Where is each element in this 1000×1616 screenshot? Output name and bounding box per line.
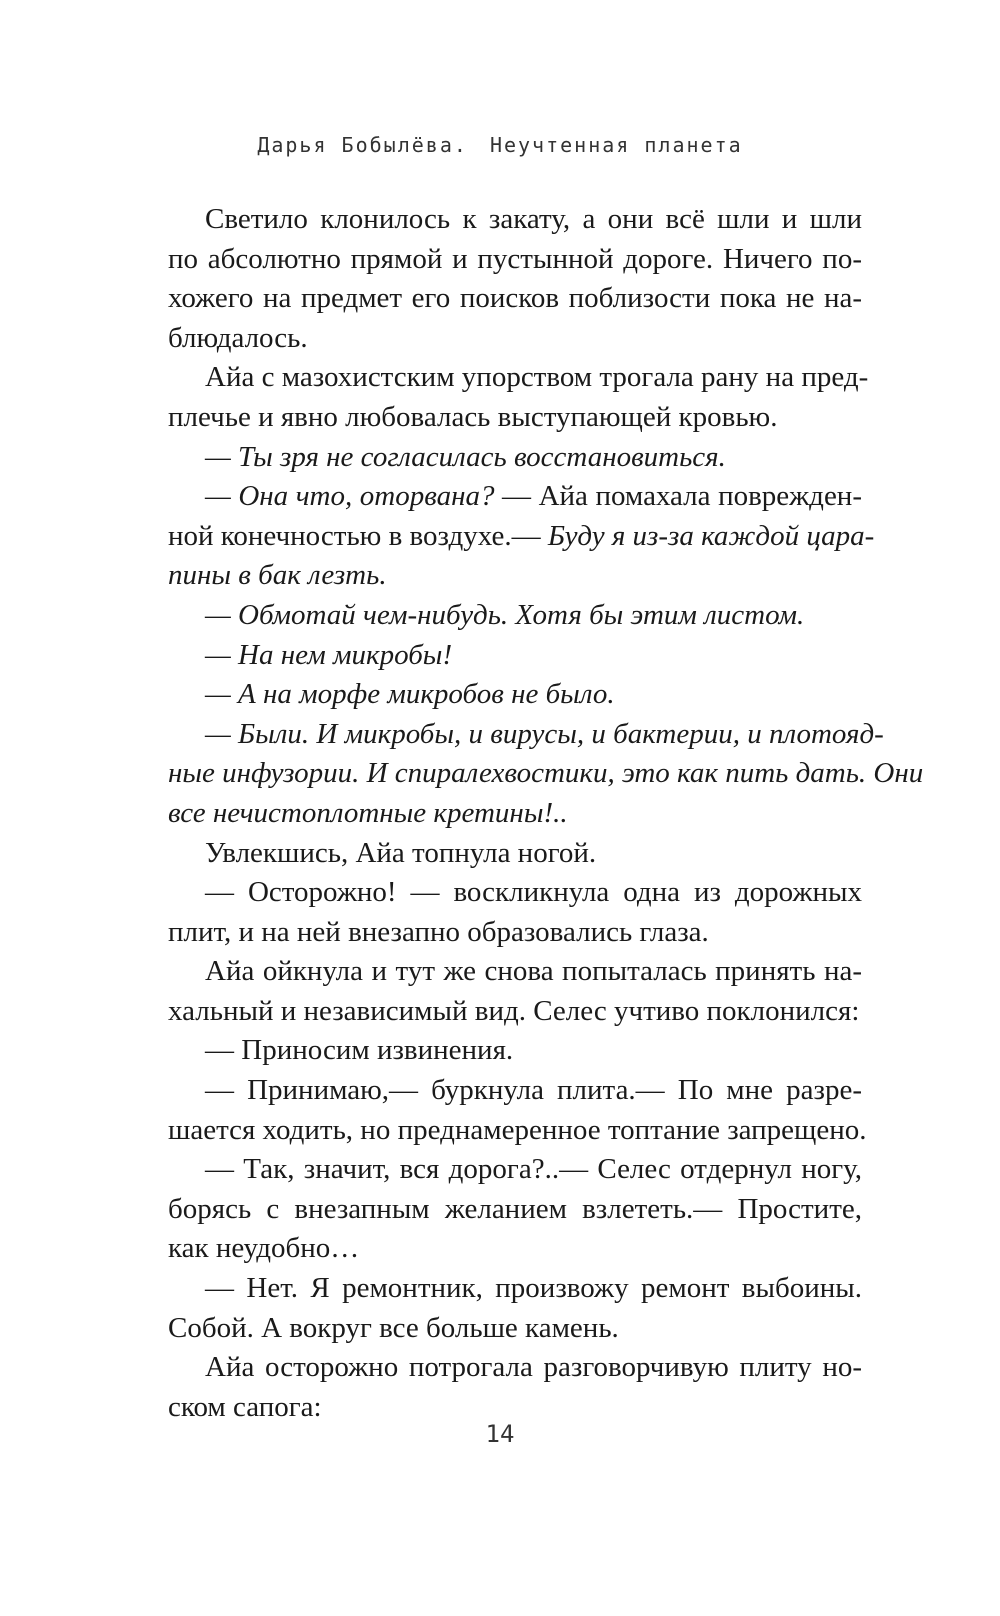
text-line: борясь с внезапным желанием взлететь.— Простите, xyxy=(168,1192,862,1225)
text-line: — Обмотай чем-нибудь. Хотя бы этим листом. xyxy=(205,598,805,631)
text-line: — Ты зря не согласилась восстановиться. xyxy=(205,440,726,473)
text-line: Айа с мазохистским упорством трогала рану на пред- xyxy=(205,361,869,394)
text-line: — На нем микробы! xyxy=(205,638,453,671)
running-head xyxy=(0,133,1000,157)
text-line: шается ходить, но преднамеренное топтание запрещено. xyxy=(168,1113,867,1146)
text-line: пины в бак лезть. xyxy=(168,559,387,592)
text-line: — Были. И микробы, и вирусы, и бактерии, и плотояд- xyxy=(205,717,884,750)
text-line: ные инфузории. И спиралехвостики, это как пить дать. Они xyxy=(168,757,924,790)
text-line: — Так, значит, вся дорога?..— Селес отдернул ногу, xyxy=(205,1153,862,1186)
text-line: — Нет. Я ремонтник, произвожу ремонт выбоины. xyxy=(205,1272,862,1305)
body-text xyxy=(168,200,924,1427)
text-line: плечье и явно любовалась выступающей кровью. xyxy=(168,400,778,433)
page-number: 14 xyxy=(485,1420,515,1448)
text-line: хальный и независимый вид. Селес учтиво поклонился: xyxy=(168,994,860,1027)
text-line: хожего на предмет его поисков поблизости пока не на- xyxy=(168,282,862,315)
text-line: — Приносим извинения. xyxy=(205,1034,514,1067)
text-line: Айа ойкнула и тут же снова попыталась принять на- xyxy=(205,955,862,988)
running-head-author: Дарья Бобылёва. xyxy=(257,133,468,157)
text-line: — А на морфе микробов не было. xyxy=(205,678,615,711)
text-line: все нечистоплотные кретины!.. xyxy=(168,796,568,829)
text-line: плит, и на ней внезапно образовались глаза. xyxy=(168,915,709,948)
text-line: — Она что, оторвана? — Айа помахала поврежден- xyxy=(205,480,862,513)
text-line: блюдалось. xyxy=(168,321,308,354)
running-head-title: Неучтенная планета xyxy=(489,133,743,157)
text-line: по абсолютно прямой и пустынной дороге. Ничего по- xyxy=(168,242,862,275)
text-line: Увлекшись, Айа топнула ногой. xyxy=(205,836,597,869)
text-line: ной конечностью в воздухе.— Буду я из-за каждой цара- xyxy=(168,519,875,552)
text-line: Светило клонилось к закату, а они всё шли и шли xyxy=(205,203,862,235)
text-line: ском сапога: xyxy=(168,1390,322,1423)
text-line: — Осторожно! — воскликнула одна из дорожных xyxy=(205,876,862,909)
text-line: Собой. А вокруг все больше камень. xyxy=(168,1311,619,1344)
text-line: как неудобно… xyxy=(168,1232,360,1265)
text-line: — Принимаю,— буркнула плита.— По мне разре- xyxy=(205,1074,862,1107)
text-line: Айа осторожно потрогала разговорчивую плиту но- xyxy=(205,1351,862,1384)
